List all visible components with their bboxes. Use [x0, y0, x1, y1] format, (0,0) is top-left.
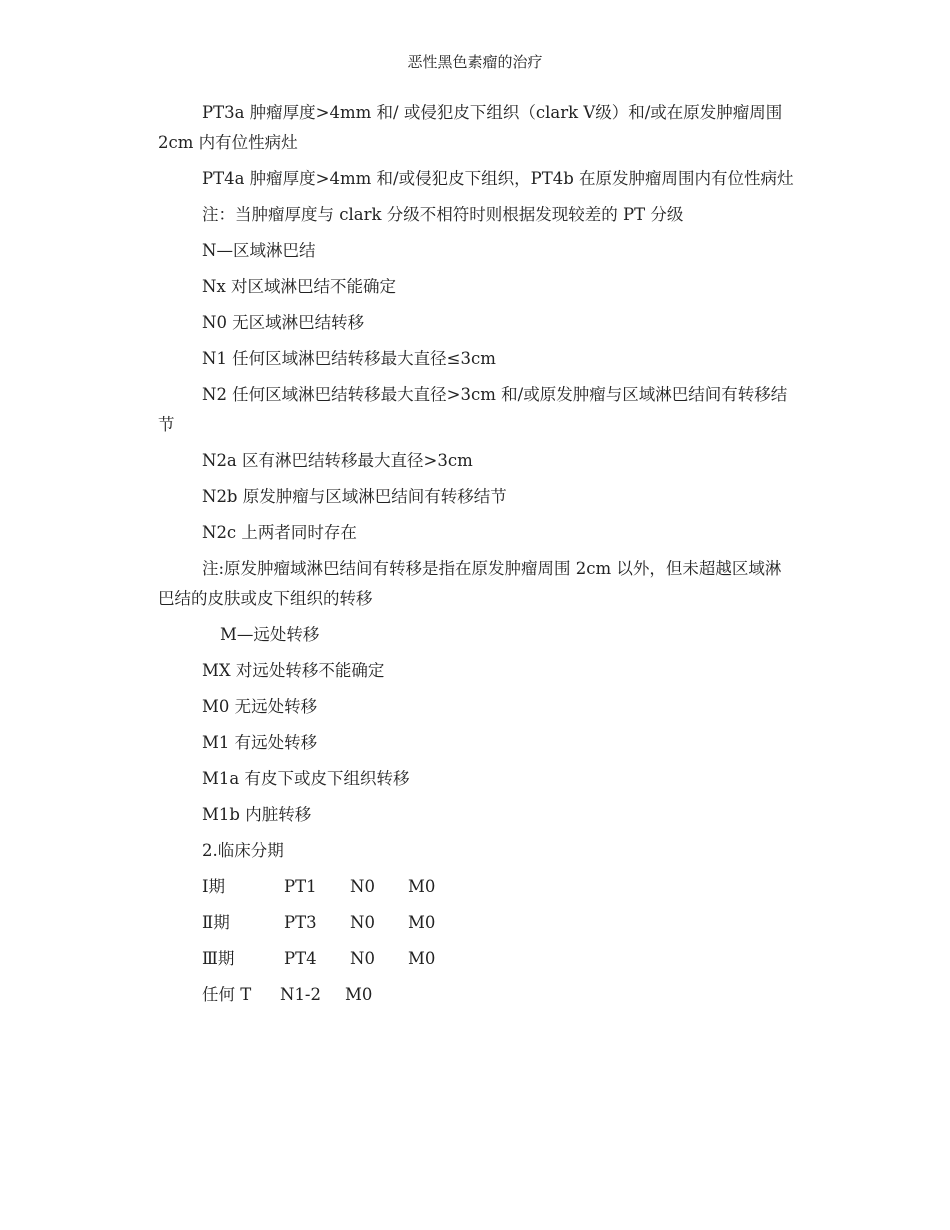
paragraph-n0: N0 无区域淋巴结转移 — [202, 313, 365, 332]
paragraph-m1: M1 有远处转移 — [202, 733, 318, 752]
paragraph-n2b: N2b 原发肿瘤与区域淋巴结间有转移结节 — [202, 487, 507, 506]
staging-row — [158, 944, 794, 974]
stage-label: Ⅱ期 — [202, 913, 230, 932]
staging-row — [158, 908, 794, 938]
paragraph-pt3a: PT3a 肿瘤厚度>4mm 和/ 或侵犯皮下组织（clark Ⅴ级）和/或在原发肿瘤周围 2cm 内有位性病灶 — [158, 103, 783, 152]
staging-row — [158, 872, 794, 902]
stage-t: PT1 — [284, 877, 317, 896]
paragraph-n-heading: N—区域淋巴结 — [202, 241, 316, 260]
paragraph-clinical-staging-heading: 2.临床分期 — [202, 841, 284, 860]
stage-m: M0 — [408, 913, 436, 932]
stage-label: 任何 T — [202, 985, 252, 1004]
stage-label: Ⅲ期 — [202, 949, 235, 968]
staging-row — [158, 980, 794, 1010]
stage-m: M0 — [345, 985, 373, 1004]
paragraph-n2a: N2a 区有淋巴结转移最大直径>3cm — [202, 451, 473, 470]
stage-label: Ⅰ期 — [202, 877, 226, 896]
paragraph-n2c: N2c 上两者同时存在 — [202, 523, 357, 542]
stage-n: N0 — [350, 877, 375, 896]
stage-t: PT3 — [284, 913, 317, 932]
paragraph-mx: MX 对远处转移不能确定 — [202, 661, 385, 680]
stage-n: N0 — [350, 913, 375, 932]
document-body — [158, 98, 794, 1016]
paragraph-note-clark: 注：当肿瘤厚度与 clark 分级不相符时则根据发现较差的 PT 分级 — [202, 205, 684, 224]
paragraph-n2: N2 任何区域淋巴结转移最大直径>3cm 和/或原发肿瘤与区域淋巴结间有转移结节 — [158, 385, 788, 434]
paragraph-n1: N1 任何区域淋巴结转移最大直径≤3cm — [202, 349, 496, 368]
stage-n: N0 — [350, 949, 375, 968]
paragraph-m1b: M1b 内脏转移 — [202, 805, 312, 824]
page-header-title: 恶性黑色素瘤的治疗 — [407, 53, 543, 71]
paragraph-note-metastasis: 注:原发肿瘤域淋巴结间有转移是指在原发肿瘤周围 2cm 以外，但未超越区域淋巴结的皮肤或皮下组织的转移 — [158, 559, 782, 608]
paragraph-nx: Nx 对区域淋巴结不能确定 — [202, 277, 396, 296]
stage-n: N1-2 — [280, 985, 322, 1004]
paragraph-m-heading: M—远处转移 — [220, 625, 320, 644]
paragraph-m0: M0 无远处转移 — [202, 697, 318, 716]
stage-t: PT4 — [284, 949, 317, 968]
stage-m: M0 — [408, 877, 436, 896]
paragraph-pt4a: PT4a 肿瘤厚度>4mm 和/或侵犯皮下组织，PT4b 在原发肿瘤周围内有位性病灶 — [202, 169, 794, 188]
stage-m: M0 — [408, 949, 436, 968]
paragraph-m1a: M1a 有皮下或皮下组织转移 — [202, 769, 410, 788]
